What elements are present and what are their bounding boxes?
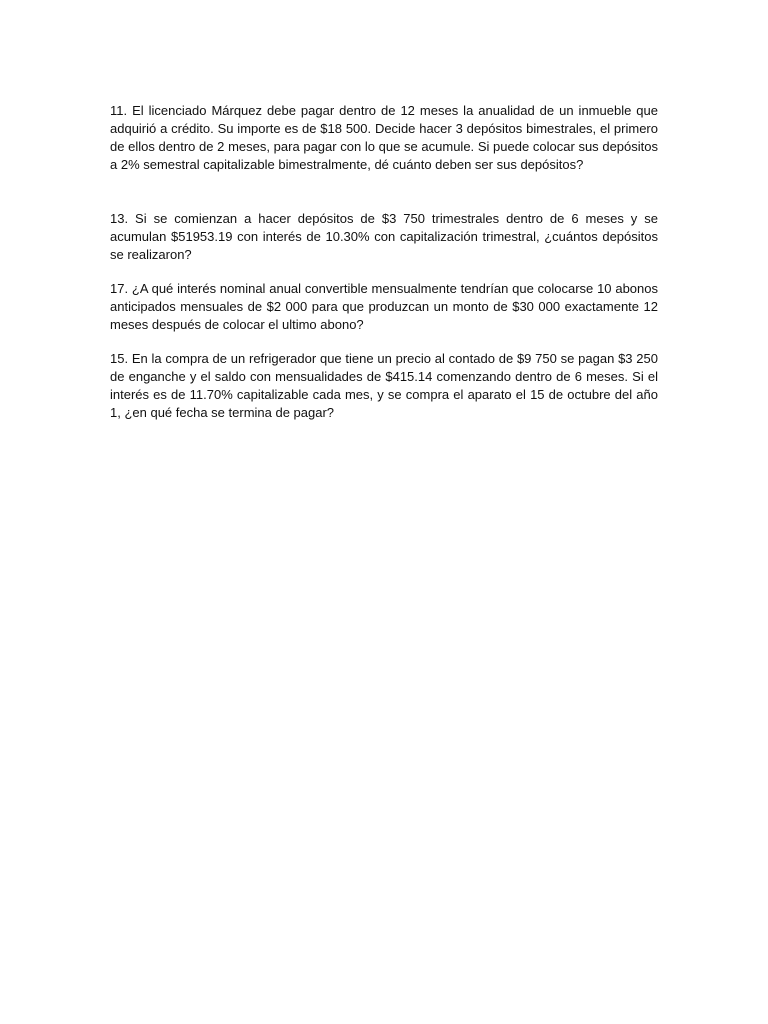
problem-13: 13. Si se comienzan a hacer depósitos de $3 750 trimestrales dentro de 6 meses y se acumulan $51953.19 con interés de 10.30% con capitalización trimestral, ¿cuántos depósitos se realizaron? [110,211,658,262]
problem-15: 15. En la compra de un refrigerador que tiene un precio al contado de $9 750 se pagan $3 250 de enganche y el saldo con mensualidades de $415.14 comenzando dentro de 6 meses. Si el interés es de 11.70% capitalizable cada mes, y se compra el aparato el 15 de octubre del año 1, ¿en qué fecha se termina de pagar? [110,351,658,420]
problem-17: 17. ¿A qué interés nominal anual convertible mensualmente tendrían que colocarse 10 abonos anticipados mensuales de $2 000 para que produzcan un monto de $30 000 exactamente 12 meses después de colocar el ultimo abono? [110,281,658,332]
problem-11: 11. El licenciado Márquez debe pagar dentro de 12 meses la anualidad de un inmueble que adquirió a crédito. Su importe es de $18 500. Decide hacer 3 depósitos bimestrales, el primero de ellos dentro de 2 meses, para pagar con lo que se acumule. Si puede colocar sus depósitos a 2% semestral capitalizable bimestralmente, dé cuánto deben ser sus depósitos? [110,103,658,172]
problem-list [110,102,658,422]
